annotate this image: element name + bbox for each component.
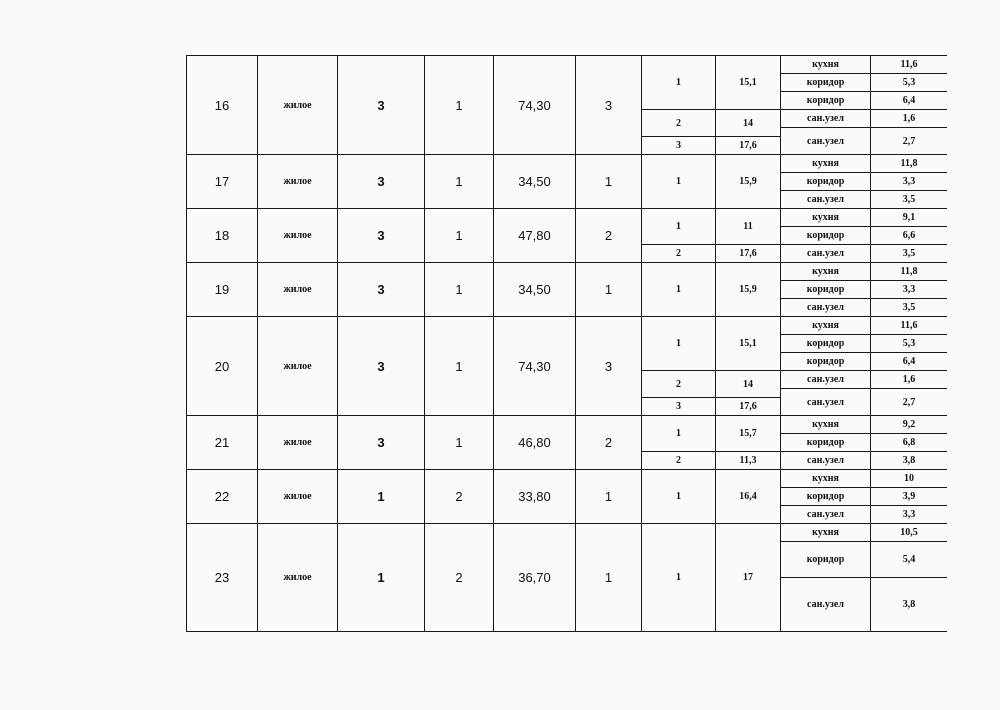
apartment-number-cell: 21 (187, 416, 258, 470)
document-sheet (186, 55, 947, 651)
aux-room-name-cell: коридор (781, 92, 871, 110)
aux-room-area-cell: 9,1 (871, 209, 948, 227)
total-area-cell: 74,30 (494, 56, 576, 155)
table-row (187, 155, 948, 173)
aux-room-name-cell: коридор (781, 227, 871, 245)
aux-room-area-cell: 3,3 (871, 506, 948, 524)
living-room-number-cell: 1 (642, 155, 716, 209)
aux-room-area-cell: 3,3 (871, 281, 948, 299)
total-area-cell: 33,80 (494, 470, 576, 524)
room-count-cell: 3 (338, 56, 425, 155)
living-room-number-cell: 1 (642, 317, 716, 371)
aux-room-area-cell: 2,7 (871, 389, 948, 416)
premises-type-cell: жилое (258, 524, 338, 632)
aux-room-name-cell: кухня (781, 263, 871, 281)
aux-room-area-cell: 5,3 (871, 335, 948, 353)
apartment-number-cell: 23 (187, 524, 258, 632)
living-room-number-cell: 2 (642, 452, 716, 470)
living-room-area-cell: 15,9 (716, 263, 781, 317)
living-room-area-cell: 15,1 (716, 56, 781, 110)
living-room-area-cell: 15,1 (716, 317, 781, 371)
premises-type-cell: жилое (258, 56, 338, 155)
aux-room-name-cell: коридор (781, 488, 871, 506)
aux-room-area-cell: 11,8 (871, 155, 948, 173)
table-row (187, 56, 948, 74)
total-area-cell: 47,80 (494, 209, 576, 263)
floor-cell: 2 (425, 470, 494, 524)
premises-type-cell: жилое (258, 209, 338, 263)
living-room-count-cell: 3 (576, 56, 642, 155)
living-room-area-cell: 17 (716, 524, 781, 632)
aux-room-name-cell: коридор (781, 434, 871, 452)
total-area-cell: 34,50 (494, 263, 576, 317)
aux-room-area-cell: 3,5 (871, 299, 948, 317)
aux-room-area-cell: 3,8 (871, 578, 948, 632)
apartment-number-cell: 16 (187, 56, 258, 155)
room-count-cell: 1 (338, 470, 425, 524)
floor-cell: 1 (425, 317, 494, 416)
floor-cell: 1 (425, 155, 494, 209)
aux-room-name-cell: сан.узел (781, 389, 871, 416)
total-area-cell: 46,80 (494, 416, 576, 470)
aux-room-name-cell: кухня (781, 470, 871, 488)
aux-room-area-cell: 11,6 (871, 56, 948, 74)
aux-room-name-cell: сан.узел (781, 371, 871, 389)
room-count-cell: 3 (338, 209, 425, 263)
aux-room-area-cell: 5,4 (871, 542, 948, 578)
living-room-count-cell: 2 (576, 416, 642, 470)
aux-room-name-cell: сан.узел (781, 452, 871, 470)
aux-room-area-cell: 5,3 (871, 74, 948, 92)
living-room-number-cell: 1 (642, 470, 716, 524)
aux-room-area-cell: 3,9 (871, 488, 948, 506)
total-area-cell: 34,50 (494, 155, 576, 209)
aux-room-name-cell: сан.узел (781, 110, 871, 128)
room-count-cell: 3 (338, 263, 425, 317)
premises-type-cell: жилое (258, 416, 338, 470)
living-room-number-cell: 2 (642, 371, 716, 398)
aux-room-area-cell: 2,7 (871, 128, 948, 155)
table-row (187, 524, 948, 542)
living-room-count-cell: 3 (576, 317, 642, 416)
aux-room-area-cell: 1,6 (871, 110, 948, 128)
living-room-number-cell: 2 (642, 110, 716, 137)
living-room-number-cell: 3 (642, 398, 716, 416)
living-room-number-cell: 1 (642, 524, 716, 632)
aux-room-name-cell: кухня (781, 56, 871, 74)
living-room-area-cell: 11,3 (716, 452, 781, 470)
living-room-number-cell: 1 (642, 209, 716, 245)
aux-room-area-cell: 6,4 (871, 353, 948, 371)
aux-room-area-cell: 3,8 (871, 452, 948, 470)
aux-room-name-cell: кухня (781, 524, 871, 542)
living-room-count-cell: 1 (576, 470, 642, 524)
aux-room-area-cell: 11,6 (871, 317, 948, 335)
living-room-area-cell: 15,7 (716, 416, 781, 452)
premises-type-cell: жилое (258, 263, 338, 317)
living-room-area-cell: 17,6 (716, 245, 781, 263)
aux-room-area-cell: 11,8 (871, 263, 948, 281)
living-room-number-cell: 2 (642, 245, 716, 263)
floor-cell: 2 (425, 524, 494, 632)
table-row (187, 263, 948, 281)
table-row (187, 416, 948, 434)
living-room-area-cell: 17,6 (716, 398, 781, 416)
living-room-area-cell: 14 (716, 110, 781, 137)
aux-room-name-cell: сан.узел (781, 299, 871, 317)
table-row (187, 209, 948, 227)
aux-room-area-cell: 1,6 (871, 371, 948, 389)
apartment-number-cell: 18 (187, 209, 258, 263)
aux-room-area-cell: 3,3 (871, 173, 948, 191)
aux-room-name-cell: коридор (781, 74, 871, 92)
room-count-cell: 3 (338, 317, 425, 416)
aux-room-name-cell: сан.узел (781, 578, 871, 632)
aux-room-name-cell: кухня (781, 209, 871, 227)
living-room-number-cell: 3 (642, 137, 716, 155)
aux-room-name-cell: коридор (781, 542, 871, 578)
living-room-count-cell: 2 (576, 209, 642, 263)
room-count-cell: 3 (338, 155, 425, 209)
apartment-number-cell: 17 (187, 155, 258, 209)
aux-room-area-cell: 6,6 (871, 227, 948, 245)
total-area-cell: 74,30 (494, 317, 576, 416)
living-room-count-cell: 1 (576, 155, 642, 209)
aux-room-area-cell: 6,4 (871, 92, 948, 110)
apartment-register-table (186, 55, 947, 632)
aux-room-area-cell: 3,5 (871, 191, 948, 209)
living-room-area-cell: 16,4 (716, 470, 781, 524)
living-room-area-cell: 14 (716, 371, 781, 398)
floor-cell: 1 (425, 263, 494, 317)
table-row (187, 317, 948, 335)
aux-room-area-cell: 6,8 (871, 434, 948, 452)
aux-room-name-cell: кухня (781, 155, 871, 173)
aux-room-name-cell: сан.узел (781, 128, 871, 155)
living-room-count-cell: 1 (576, 263, 642, 317)
living-room-area-cell: 17,6 (716, 137, 781, 155)
aux-room-name-cell: кухня (781, 416, 871, 434)
aux-room-name-cell: сан.узел (781, 191, 871, 209)
apartment-number-cell: 22 (187, 470, 258, 524)
aux-room-area-cell: 3,5 (871, 245, 948, 263)
floor-cell: 1 (425, 416, 494, 470)
aux-room-area-cell: 10,5 (871, 524, 948, 542)
premises-type-cell: жилое (258, 317, 338, 416)
living-room-area-cell: 15,9 (716, 155, 781, 209)
aux-room-name-cell: сан.узел (781, 245, 871, 263)
living-room-count-cell: 1 (576, 524, 642, 632)
living-room-number-cell: 1 (642, 263, 716, 317)
room-count-cell: 3 (338, 416, 425, 470)
floor-cell: 1 (425, 56, 494, 155)
aux-room-name-cell: сан.узел (781, 506, 871, 524)
aux-room-name-cell: коридор (781, 353, 871, 371)
apartment-number-cell: 20 (187, 317, 258, 416)
aux-room-name-cell: коридор (781, 281, 871, 299)
premises-type-cell: жилое (258, 470, 338, 524)
aux-room-area-cell: 9,2 (871, 416, 948, 434)
aux-room-area-cell: 10 (871, 470, 948, 488)
living-room-number-cell: 1 (642, 56, 716, 110)
aux-room-name-cell: коридор (781, 335, 871, 353)
living-room-area-cell: 11 (716, 209, 781, 245)
aux-room-name-cell: кухня (781, 317, 871, 335)
premises-type-cell: жилое (258, 155, 338, 209)
total-area-cell: 36,70 (494, 524, 576, 632)
floor-cell: 1 (425, 209, 494, 263)
apartment-number-cell: 19 (187, 263, 258, 317)
room-count-cell: 1 (338, 524, 425, 632)
table-row (187, 470, 948, 488)
aux-room-name-cell: коридор (781, 173, 871, 191)
living-room-number-cell: 1 (642, 416, 716, 452)
